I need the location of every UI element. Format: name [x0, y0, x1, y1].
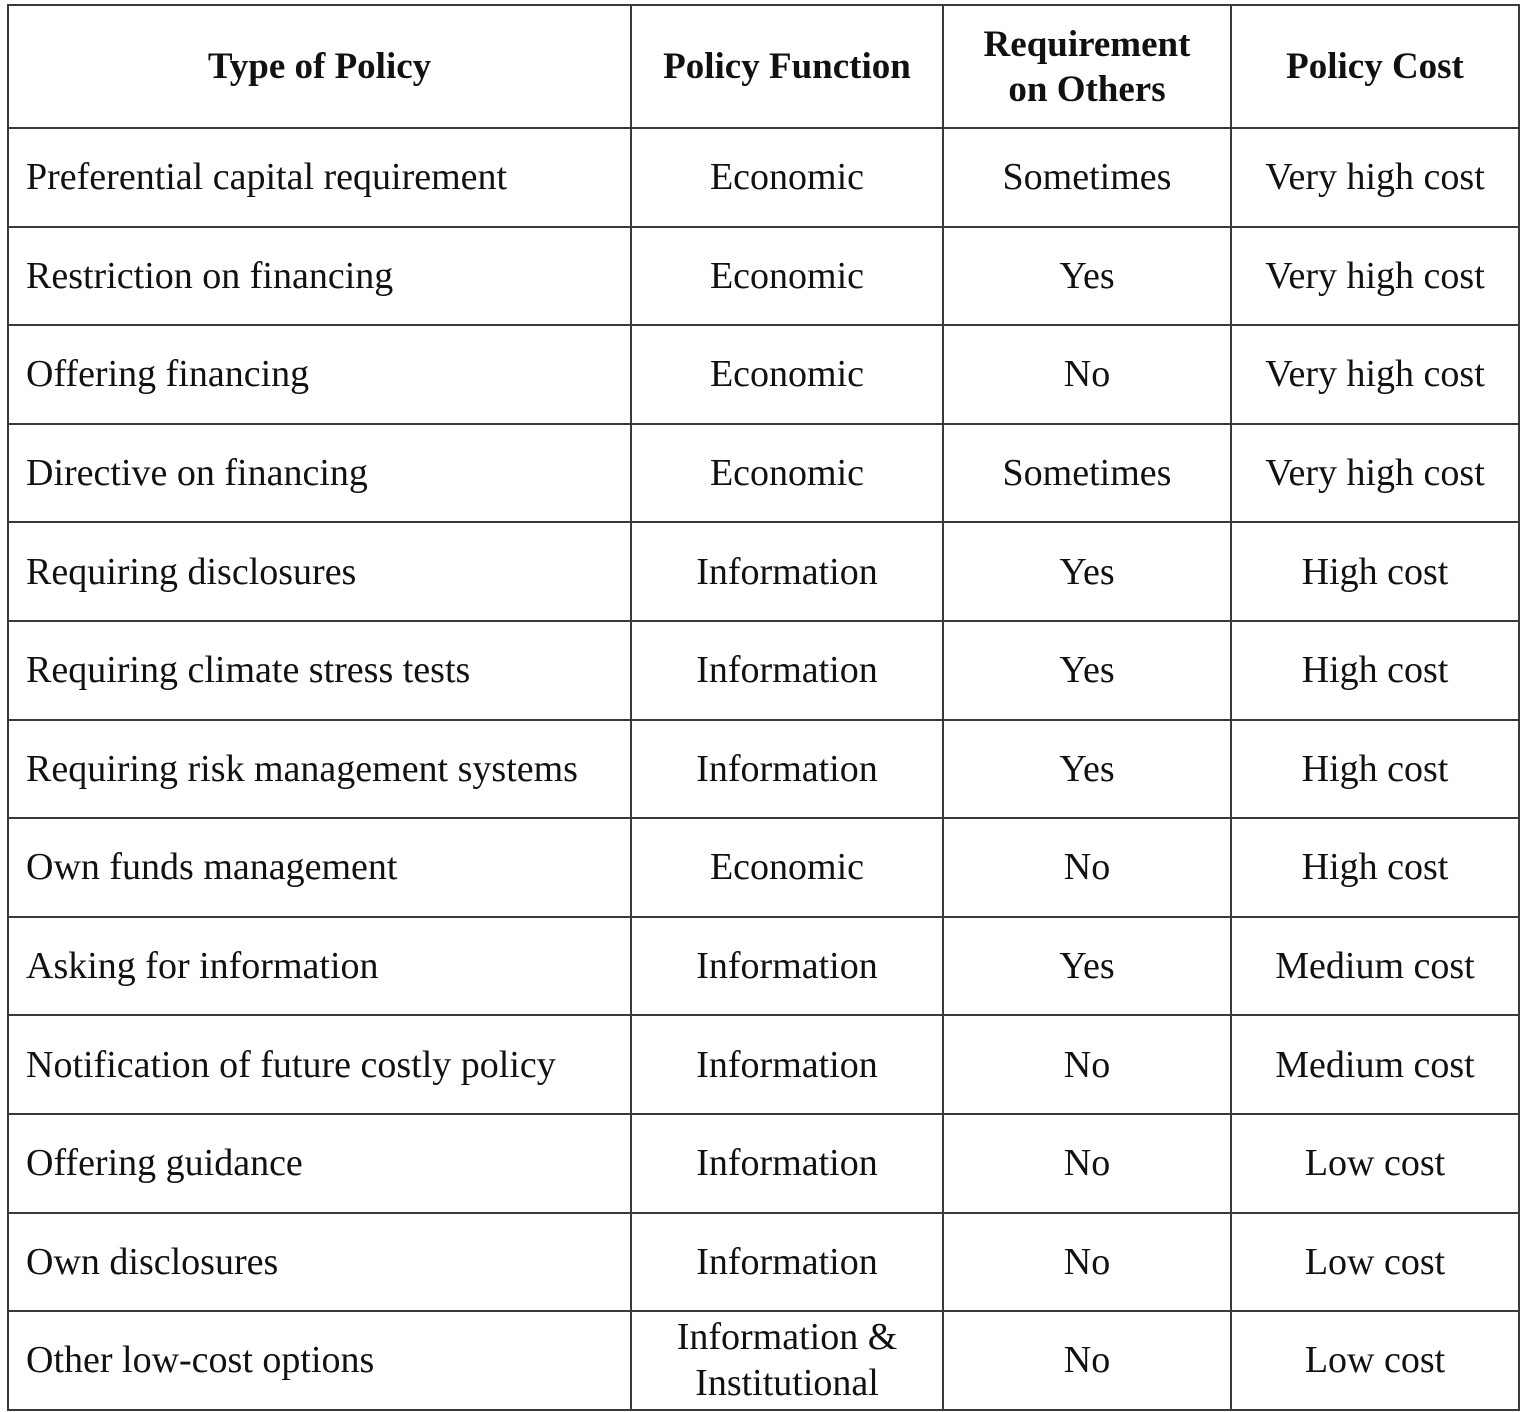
type-cell: Directive on financing: [8, 424, 631, 523]
requirement-cell: Yes: [943, 227, 1231, 326]
type-cell: Requiring disclosures: [8, 522, 631, 621]
table-row: [8, 227, 1519, 326]
table-row: [8, 1311, 1519, 1410]
function-cell: [631, 1311, 943, 1410]
function-cell: Information: [631, 917, 943, 1016]
policy-table: [7, 4, 1520, 1411]
table-row: [8, 325, 1519, 424]
requirement-cell: Sometimes: [943, 128, 1231, 227]
function-cell: Information: [631, 1114, 943, 1213]
cost-cell: Very high cost: [1231, 325, 1519, 424]
cost-cell: Very high cost: [1231, 128, 1519, 227]
function-cell: Information: [631, 522, 943, 621]
cost-cell: Medium cost: [1231, 1015, 1519, 1114]
function-cell: Information: [631, 720, 943, 819]
type-cell: Own disclosures: [8, 1213, 631, 1312]
header-policy-function: Policy Function: [631, 5, 943, 128]
cost-cell: Very high cost: [1231, 227, 1519, 326]
requirement-cell: Yes: [943, 522, 1231, 621]
function-cell: Economic: [631, 424, 943, 523]
requirement-cell: Yes: [943, 917, 1231, 1016]
table-row: [8, 1015, 1519, 1114]
requirement-cell: No: [943, 1114, 1231, 1213]
table-row: [8, 522, 1519, 621]
cost-cell: High cost: [1231, 522, 1519, 621]
function-cell: Information: [631, 1213, 943, 1312]
cost-cell: Very high cost: [1231, 424, 1519, 523]
table-row: [8, 818, 1519, 917]
requirement-cell: Yes: [943, 621, 1231, 720]
requirement-cell: No: [943, 818, 1231, 917]
type-cell: Notification of future costly policy: [8, 1015, 631, 1114]
type-cell: Own funds management: [8, 818, 631, 917]
header-row: [8, 5, 1519, 128]
cost-cell: High cost: [1231, 720, 1519, 819]
function-cell: Information: [631, 1015, 943, 1114]
table-row: [8, 1213, 1519, 1312]
table-row: [8, 621, 1519, 720]
table-row: [8, 720, 1519, 819]
function-cell: Economic: [631, 128, 943, 227]
function-cell: Economic: [631, 818, 943, 917]
requirement-cell: No: [943, 1213, 1231, 1312]
function-line2: Institutional: [695, 1362, 879, 1405]
requirement-cell: Sometimes: [943, 424, 1231, 523]
requirement-cell: No: [943, 1311, 1231, 1410]
cost-cell: Low cost: [1231, 1114, 1519, 1213]
type-cell: Other low-cost options: [8, 1311, 631, 1410]
table-row: [8, 128, 1519, 227]
header-requirement-line1: Requirement: [983, 23, 1191, 65]
header-type-of-policy: Type of Policy: [8, 5, 631, 128]
header-policy-cost: Policy Cost: [1231, 5, 1519, 128]
cost-cell: High cost: [1231, 818, 1519, 917]
requirement-cell: No: [943, 325, 1231, 424]
table-row: [8, 917, 1519, 1016]
type-cell: Offering guidance: [8, 1114, 631, 1213]
type-cell: Requiring climate stress tests: [8, 621, 631, 720]
cost-cell: Medium cost: [1231, 917, 1519, 1016]
cost-cell: Low cost: [1231, 1311, 1519, 1410]
type-cell: Offering financing: [8, 325, 631, 424]
cost-cell: High cost: [1231, 621, 1519, 720]
type-cell: Requiring risk management systems: [8, 720, 631, 819]
requirement-cell: No: [943, 1015, 1231, 1114]
header-requirement-line2: on Others: [1008, 68, 1166, 110]
header-requirement-on-others: [943, 5, 1231, 128]
table-row: [8, 424, 1519, 523]
type-cell: Restriction on financing: [8, 227, 631, 326]
table-row: [8, 1114, 1519, 1213]
function-cell: Information: [631, 621, 943, 720]
function-cell: Economic: [631, 325, 943, 424]
type-cell: Asking for information: [8, 917, 631, 1016]
function-line1: Information &: [676, 1316, 898, 1359]
cost-cell: Low cost: [1231, 1213, 1519, 1312]
function-cell: Economic: [631, 227, 943, 326]
type-cell: Preferential capital requirement: [8, 128, 631, 227]
requirement-cell: Yes: [943, 720, 1231, 819]
